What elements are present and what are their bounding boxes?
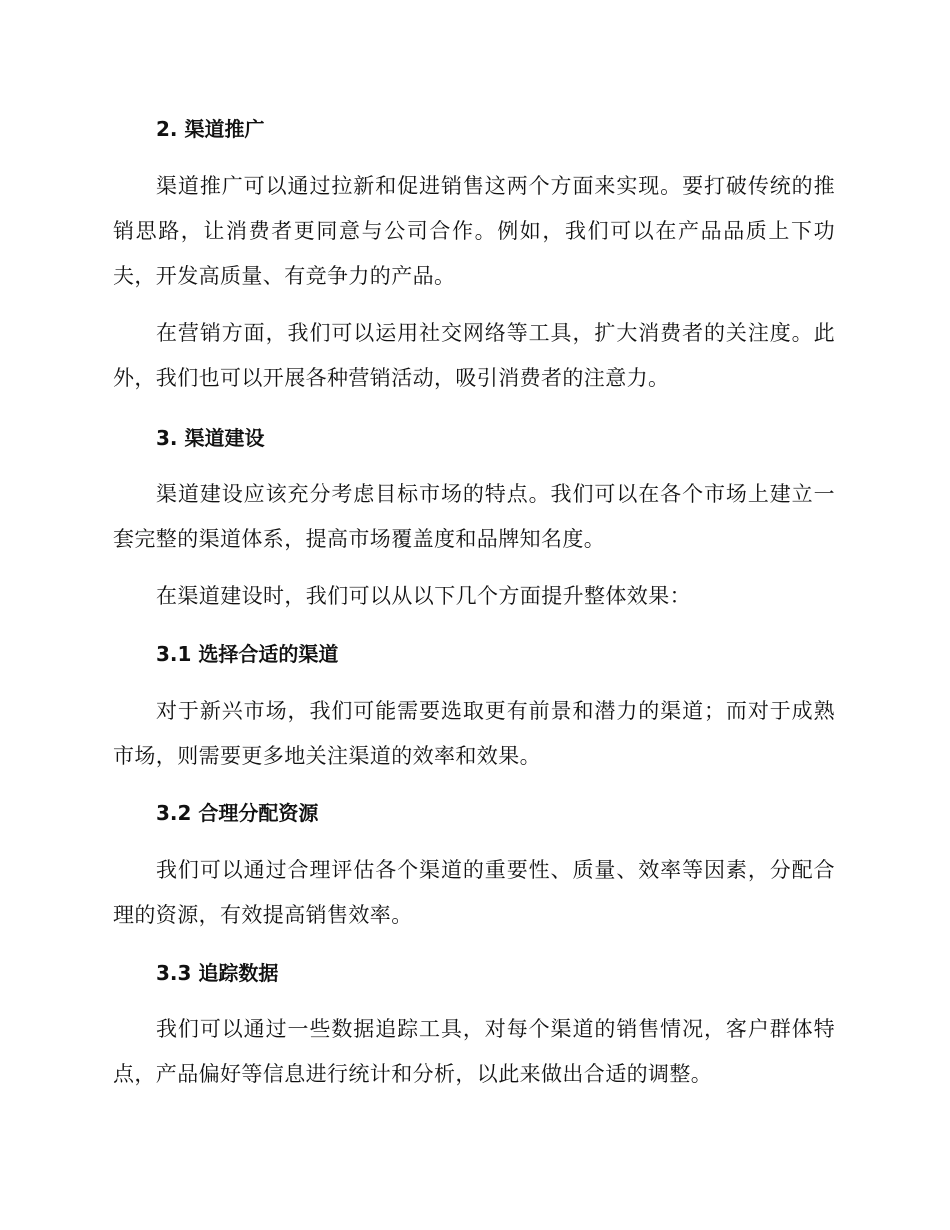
- paragraph-promotion-marketing: 在营销方面，我们可以运用社交网络等工具，扩大消费者的关注度。此外，我们也可以开展各种营销活动，吸引消费者的注意力。: [113, 321, 835, 390]
- section-heading-track-data: 3.3 追踪数据: [156, 961, 279, 985]
- section-heading-channel-promotion: 2. 渠道推广: [156, 117, 265, 141]
- paragraph-construction-aspects: 在渠道建设时，我们可以从以下几个方面提升整体效果：: [156, 584, 691, 608]
- section-heading-channel-construction: 3. 渠道建设: [156, 426, 265, 450]
- paragraph-choose-channels: 对于新兴市场，我们可能需要选取更有前景和潜力的渠道；而对于成熟市场，则需要更多地关注渠道的效率和效果。: [113, 699, 835, 768]
- paragraph-track-data: 我们可以通过一些数据追踪工具，对每个渠道的销售情况，客户群体特点，产品偏好等信息进行统计和分析，以此来做出合适的调整。: [113, 1017, 835, 1086]
- section-heading-choose-channels: 3.1 选择合适的渠道: [156, 642, 339, 666]
- section-heading-allocate-resources: 3.2 合理分配资源: [156, 801, 319, 825]
- paragraph-promotion-intro: 渠道推广可以通过拉新和促进销售这两个方面来实现。要打破传统的推销思路，让消费者更同意与公司合作。例如，我们可以在产品品质上下功夫，开发高质量、有竞争力的产品。: [113, 174, 835, 288]
- paragraph-allocate-resources: 我们可以通过合理评估各个渠道的重要性、质量、效率等因素，分配合理的资源，有效提高销售效率。: [113, 858, 835, 927]
- paragraph-construction-intro: 渠道建设应该充分考虑目标市场的特点。我们可以在各个市场上建立一套完整的渠道体系，提高市场覆盖度和品牌知名度。: [113, 482, 835, 551]
